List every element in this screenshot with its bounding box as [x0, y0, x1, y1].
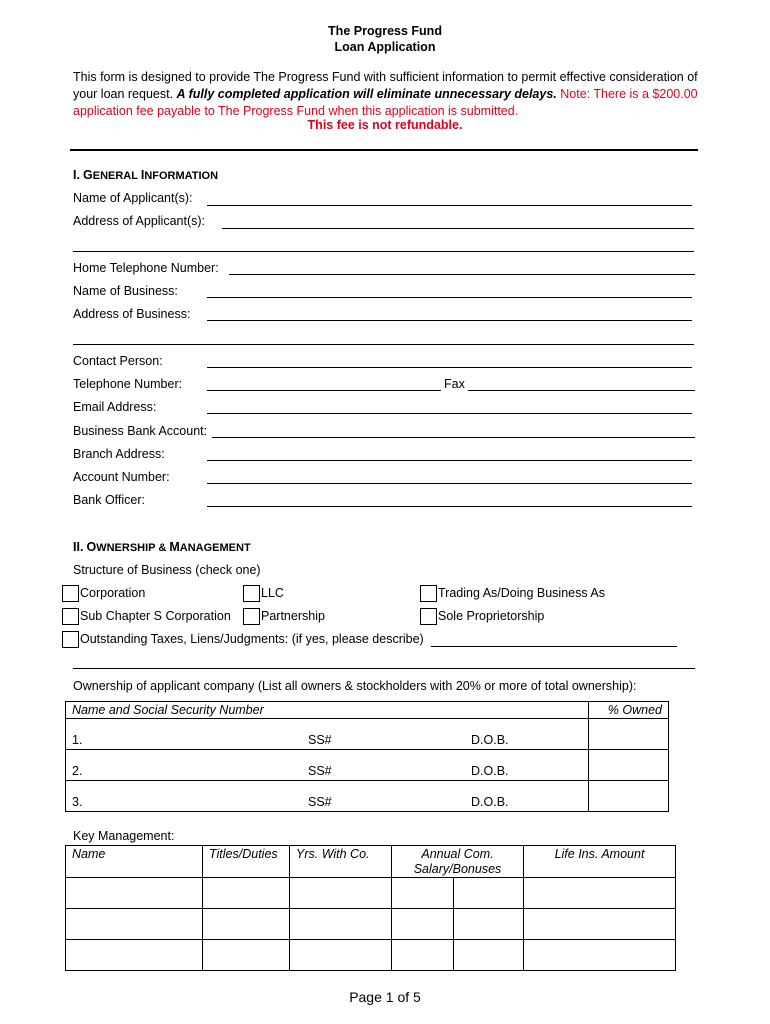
- owner-3-number: 3.: [72, 795, 83, 809]
- sole-proprietorship-label: Sole Proprietorship: [438, 609, 545, 623]
- ownership-header-owned: % Owned: [589, 702, 669, 719]
- address-of-applicants-field-line2[interactable]: [73, 251, 694, 252]
- mgmt-header-titles: Titles/Duties: [203, 846, 290, 878]
- sole-proprietorship-checkbox[interactable]: [420, 608, 437, 625]
- sub-chapter-s-checkbox[interactable]: [62, 608, 79, 625]
- owner-3-percent[interactable]: [589, 781, 669, 812]
- outstanding-taxes-description-field[interactable]: [431, 646, 677, 647]
- branch-address-label: Branch Address:: [73, 447, 165, 461]
- mgmt-cell[interactable]: [524, 909, 676, 940]
- table-row: [66, 750, 669, 781]
- mgmt-cell[interactable]: [454, 909, 524, 940]
- fee-notice: This fee is not refundable.: [307, 118, 463, 132]
- telephone-number-field[interactable]: [207, 390, 441, 391]
- bank-officer-label: Bank Officer:: [73, 493, 146, 507]
- mgmt-cell[interactable]: [290, 909, 392, 940]
- account-number-label: Account Number:: [73, 470, 170, 484]
- name-of-applicants-field[interactable]: [207, 205, 692, 206]
- address-of-business-field-line2[interactable]: [73, 344, 694, 345]
- business-bank-account-label: Business Bank Account:: [73, 424, 208, 438]
- intro-paragraph: [73, 69, 703, 120]
- mgmt-cell[interactable]: [66, 940, 203, 971]
- address-of-business-label: Address of Business:: [73, 307, 191, 321]
- owner-3-dob: D.O.B.: [471, 795, 509, 809]
- mgmt-cell[interactable]: [392, 878, 454, 909]
- trading-as-label: Trading As/Doing Business As: [438, 586, 605, 600]
- account-number-field[interactable]: [207, 483, 692, 484]
- mgmt-cell[interactable]: [290, 940, 392, 971]
- llc-checkbox[interactable]: [243, 585, 260, 602]
- ownership-table: [65, 701, 669, 812]
- owner-1-cell[interactable]: [66, 719, 589, 750]
- table-row: [66, 719, 669, 750]
- telephone-number-label: Telephone Number:: [73, 377, 183, 391]
- ownership-label: Ownership of applicant company (List all owners & stockholders with 20% or more of total ownership):: [73, 679, 637, 693]
- owner-3-cell[interactable]: [66, 781, 589, 812]
- bank-officer-field[interactable]: [207, 506, 692, 507]
- mgmt-header-life: Life Ins. Amount: [524, 846, 676, 878]
- owner-1-dob: D.O.B.: [471, 733, 509, 747]
- owner-2-percent[interactable]: [589, 750, 669, 781]
- mgmt-cell[interactable]: [203, 909, 290, 940]
- address-of-applicants-label: Address of Applicant(s):: [73, 214, 206, 228]
- mgmt-cell[interactable]: [66, 878, 203, 909]
- sub-chapter-s-label: Sub Chapter S Corporation: [80, 609, 231, 623]
- mgmt-cell[interactable]: [203, 878, 290, 909]
- address-of-business-field[interactable]: [207, 320, 692, 321]
- mgmt-cell[interactable]: [203, 940, 290, 971]
- ownership-header-name: Name and Social Security Number: [66, 702, 589, 719]
- mgmt-header-name: Name: [66, 846, 203, 878]
- contact-person-field[interactable]: [207, 367, 692, 368]
- owner-1-ss: SS#: [308, 733, 332, 747]
- mgmt-cell[interactable]: [290, 878, 392, 909]
- table-row: [66, 781, 669, 812]
- form-title: The Progress Fund: [328, 24, 442, 38]
- name-of-applicants-label: Name of Applicant(s):: [73, 191, 193, 205]
- partnership-checkbox[interactable]: [243, 608, 260, 625]
- owner-1-number: 1.: [72, 733, 83, 747]
- owner-2-cell[interactable]: [66, 750, 589, 781]
- mgmt-cell[interactable]: [66, 909, 203, 940]
- intro-emphasis: A fully completed application will eliminate unnecessary delays.: [176, 87, 557, 101]
- corporation-checkbox[interactable]: [62, 585, 79, 602]
- intro-text: This form is designed to provide The Progress Fund with sufficient information to permit effective consideration of your loan request.: [73, 70, 698, 101]
- owner-1-percent[interactable]: [589, 719, 669, 750]
- corporation-label: Corporation: [80, 586, 146, 600]
- owner-2-dob: D.O.B.: [471, 764, 509, 778]
- llc-label: LLC: [261, 586, 284, 600]
- mgmt-cell[interactable]: [392, 940, 454, 971]
- outstanding-taxes-checkbox[interactable]: [62, 631, 79, 648]
- fax-label: Fax: [444, 377, 465, 391]
- table-row: [66, 909, 676, 940]
- owner-2-number: 2.: [72, 764, 83, 778]
- owner-3-ss: SS#: [308, 795, 332, 809]
- key-management-table: [65, 845, 676, 971]
- intro-fee-note: Note: There is a $200.00 application fee payable to The Progress Fund when this application is submitted.: [73, 87, 698, 118]
- table-row: [66, 940, 676, 971]
- email-address-field[interactable]: [207, 413, 692, 414]
- address-of-applicants-field[interactable]: [222, 228, 694, 229]
- name-of-business-label: Name of Business:: [73, 284, 178, 298]
- business-bank-account-field[interactable]: [212, 437, 695, 438]
- email-address-label: Email Address:: [73, 400, 157, 414]
- structure-of-business-label: Structure of Business (check one): [73, 563, 261, 577]
- table-row: [66, 878, 676, 909]
- key-management-label: Key Management:: [73, 829, 175, 843]
- section-general-information-heading: I. GENERAL INFORMATION: [73, 168, 219, 182]
- mgmt-header-yrs: Yrs. With Co.: [290, 846, 392, 878]
- trading-as-checkbox[interactable]: [420, 585, 437, 602]
- form-subtitle: Loan Application: [334, 40, 436, 54]
- name-of-business-field[interactable]: [207, 297, 692, 298]
- branch-address-field[interactable]: [207, 460, 692, 461]
- contact-person-label: Contact Person:: [73, 354, 163, 368]
- mgmt-cell[interactable]: [524, 940, 676, 971]
- home-telephone-field[interactable]: [229, 274, 695, 275]
- mgmt-cell[interactable]: [524, 878, 676, 909]
- home-telephone-label: Home Telephone Number:: [73, 261, 219, 275]
- mgmt-cell[interactable]: [454, 940, 524, 971]
- mgmt-cell[interactable]: [392, 909, 454, 940]
- mgmt-cell[interactable]: [454, 878, 524, 909]
- section-ownership-management-heading: II. OWNERSHIP & MANAGEMENT: [73, 540, 251, 554]
- partnership-label: Partnership: [261, 609, 325, 623]
- outstanding-taxes-label: Outstanding Taxes, Liens/Judgments: (if yes, please describe): [80, 632, 424, 646]
- fax-field[interactable]: [468, 390, 695, 391]
- outstanding-taxes-description-line2[interactable]: [73, 668, 695, 669]
- owner-2-ss: SS#: [308, 764, 332, 778]
- mgmt-header-comp: Annual Com. Salary/Bonuses: [392, 846, 524, 878]
- page-number: Page 1 of 5: [349, 989, 421, 1005]
- section-divider: [70, 149, 698, 151]
